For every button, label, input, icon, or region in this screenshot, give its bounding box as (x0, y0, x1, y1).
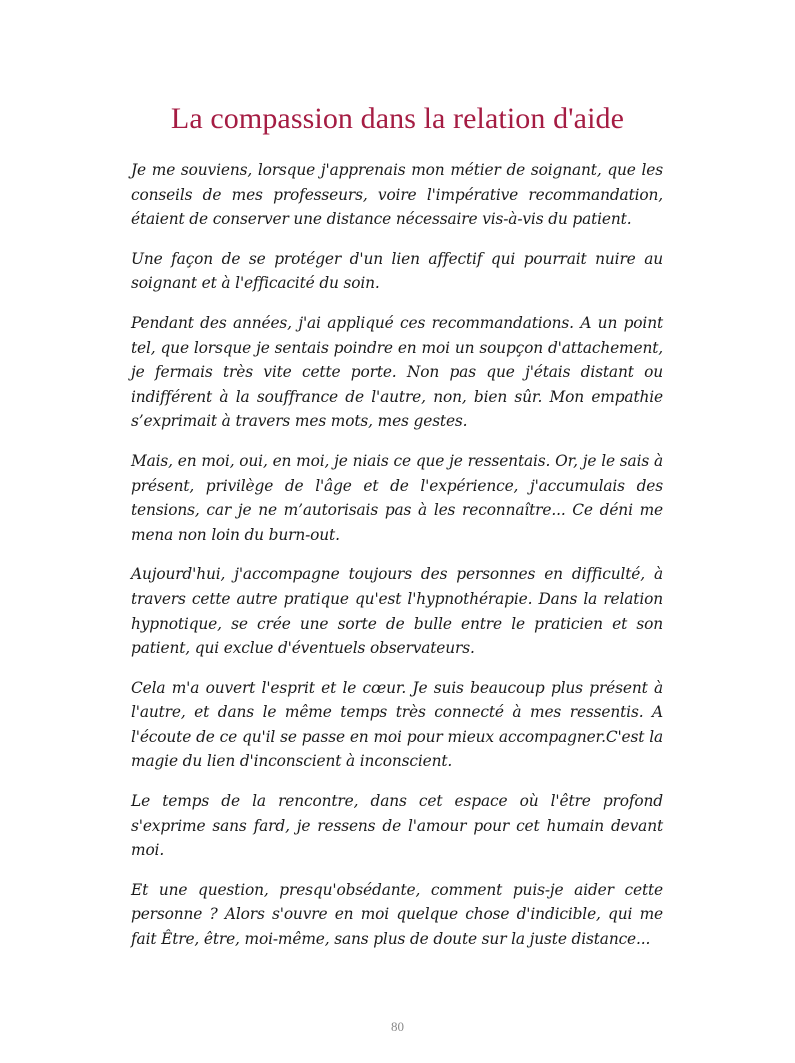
paragraph-2: Une façon de se protéger d'un lien affectif qui pourrait nuire au soignant et à l'efficacité du soin. (131, 249, 663, 293)
paragraph-7: Le temps de la rencontre, dans cet espace où l'être profond s'exprime sans fard, je ressens de l'amour pour cet humain devant moi. (131, 792, 663, 860)
paragraph-6: Cela m'a ouvert l'esprit et le cœur. Je suis beaucoup plus présent à l'autre, et dans le même temps très connecté à mes ressentis. A l'écoute de ce qu'il se passe en moi pour mieux accompagner.C'est la magie du lien d'inconscient à inconscient. (131, 678, 663, 771)
page-number: 80 (391, 1019, 404, 1034)
paragraph-8: Et une question, presqu'obsédante, comment puis-je aider cette personne ? Alors s'ouvre en moi quelque chose d'indicible, qui me fait Être, être, moi-même, sans plus de doute sur la juste distance... (131, 880, 663, 949)
paragraph-1: Je me souviens, lorsque j'apprenais mon métier de soignant, que les conseils de mes professeurs, voire l'impérative recommandation, étaient de conserver une distance nécessaire vis-à-vis du patient. (131, 161, 663, 229)
paragraph-5: Aujourd'hui, j'accompagne toujours des personnes en difficulté, à travers cette autre pratique qu'est l'hypnothérapie. Dans la relation hypnotique, se crée une sorte de bulle entre le praticien et son patient, qui exclue d'éventuels observateurs. (131, 565, 663, 658)
paragraph-4: Mais, en moi, oui, en moi, je niais ce que je ressentais. Or, je le sais à présent, privilège de l'âge et de l'expérience, j'accumulais des tensions, car je ne m’autorisais pas à les reconnaître... Ce déni me mena non loin du burn-out. (131, 451, 663, 544)
body-text (131, 158, 663, 967)
page-title: La compassion dans la relation d'aide (170, 102, 625, 135)
paragraph-3: Pendant des années, j'ai appliqué ces recommandations. A un point tel, que lorsque je sentais poindre en moi un soupçon d'attachement, je fermais très vite cette porte. Non pas que j'étais distant ou indifférent à la souffrance de l'autre, non, bien sûr. Mon empathie s’exprimait à travers mes mots, mes gestes. (131, 313, 663, 431)
